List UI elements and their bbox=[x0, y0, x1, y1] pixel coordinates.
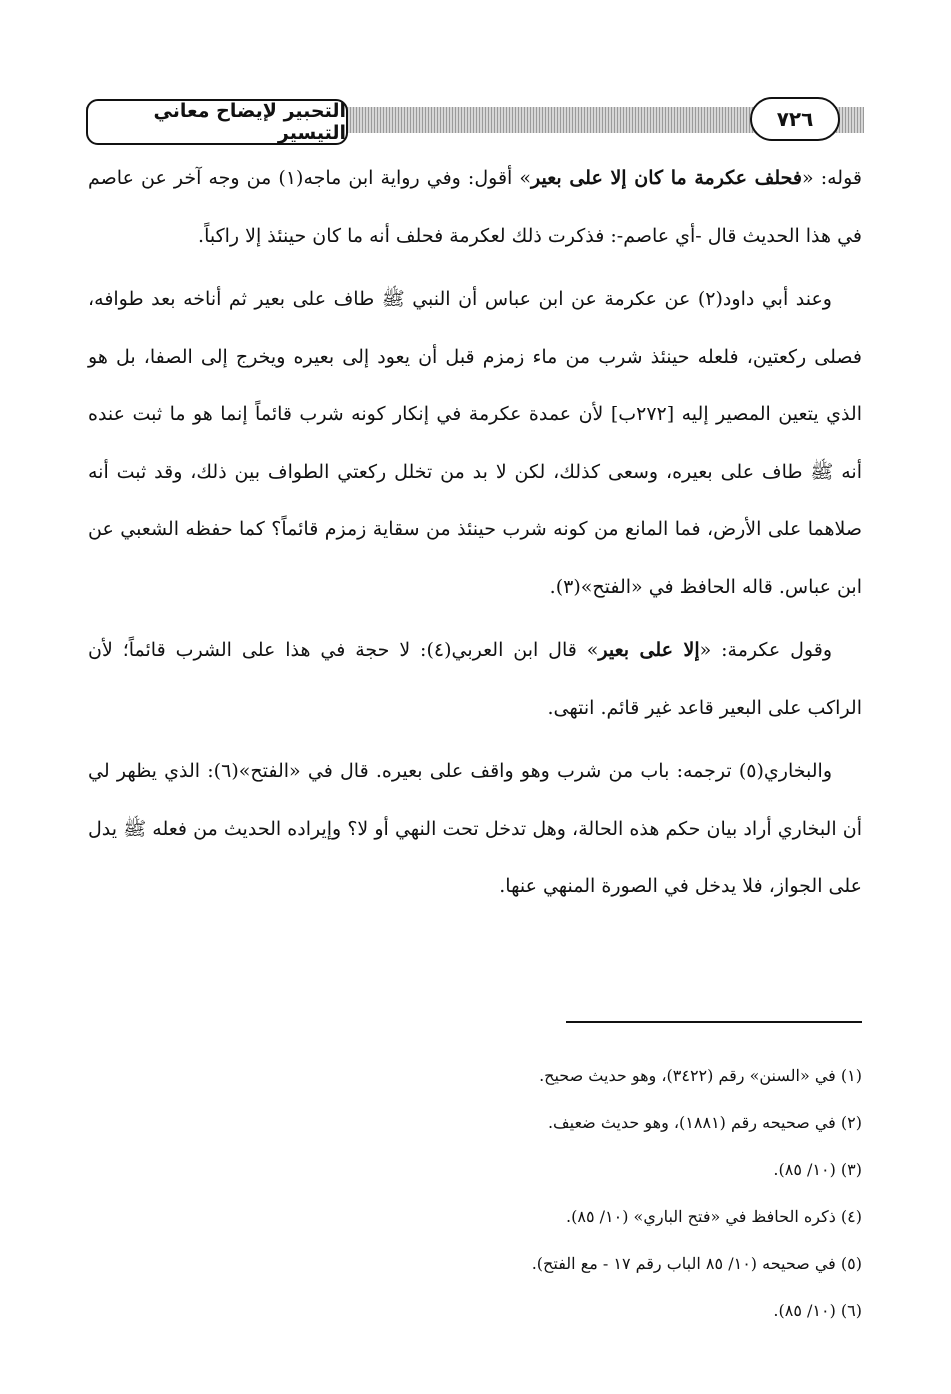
quoted-phrase: فحلف عكرمة ما كان إلا على بعير bbox=[531, 167, 802, 189]
paragraph: وقول عكرمة: «إلا على بعير» قال ابن العربي(٤): لا حجة في هذا على الشرب قائماً؛ لأن الراكب على البعير قاعد غير قائم. انتهى. bbox=[88, 639, 862, 719]
footnotes bbox=[300, 1052, 862, 1334]
page-number: ٧٢٦ bbox=[750, 97, 840, 141]
footnote: (٦) (١٠/ ٨٥). bbox=[773, 1301, 862, 1320]
footnote: (٥) في صحيحه (١٠/ ٨٥ الباب رقم ١٧ - مع الفتح). bbox=[531, 1254, 862, 1273]
footnote: (٤) ذكره الحافظ في «فتح الباري» (١٠/ ٨٥). bbox=[566, 1207, 862, 1226]
page-header bbox=[86, 97, 864, 147]
footnote: (٢) في صحيحه رقم (١٨٨١)، وهو حديث ضعيف. bbox=[547, 1113, 862, 1132]
footnote-divider bbox=[566, 1021, 862, 1023]
quoted-phrase: إلا على بعير bbox=[598, 639, 700, 661]
paragraph: والبخاري(٥) ترجمه: باب من شرب وهو واقف على بعيره. قال في «الفتح»(٦): الذي يظهر لي أن البخاري أراد بيان حكم هذه الحالة، وهل تدخل تحت النهي أو لا؟ وإيراده الحديث من فعله ﷺ يدل على الجواز، فلا يدخل في الصورة المنهي عنها. bbox=[88, 760, 862, 897]
main-text bbox=[88, 150, 862, 922]
footnote: (٣) (١٠/ ٨٥). bbox=[773, 1160, 862, 1179]
footnote: (١) في «السنن» رقم (٣٤٢٢)، وهو حديث صحيح. bbox=[539, 1066, 862, 1085]
paragraph: قوله: «فحلف عكرمة ما كان إلا على بعير» أقول: وفي رواية ابن ماجه(١) من وجه آخر عن عاصم في هذا الحديث قال -أي عاصم-: فذكرت ذلك لعكرمة فحلف أنه ما كان حينئذ إلا راكباً. bbox=[88, 167, 862, 247]
paragraph: وعند أبي داود(٢) عن عكرمة عن ابن عباس أن النبي ﷺ طاف على بعير ثم أناخه بعد طوافه، فصلى ركعتين، فلعله حينئذ شرب من ماء زمزم قبل أن يعود إلى بعيره ويخرج إلى الصفا، بل هو الذي يتعين المصير إليه [٢٧٢ب] لأن عمدة عكرمة في إنكار كونه شرب قائماً إنما هو ما ثبت عنده أنه ﷺ طاف على بعيره، وسعى كذلك، لكن لا بد من تخلل ركعتي الطواف بين ذلك، وقد ثبت أنه صلاهما على الأرض، فما المانع من كونه شرب حينئذ من سقاية زمزم قائماً؟ كما حفظه الشعبي عن ابن عباس. قاله الحافظ في «الفتح»(٣). bbox=[88, 288, 862, 598]
book-title: التحبير لإيضاح معاني التيسير bbox=[86, 99, 348, 145]
